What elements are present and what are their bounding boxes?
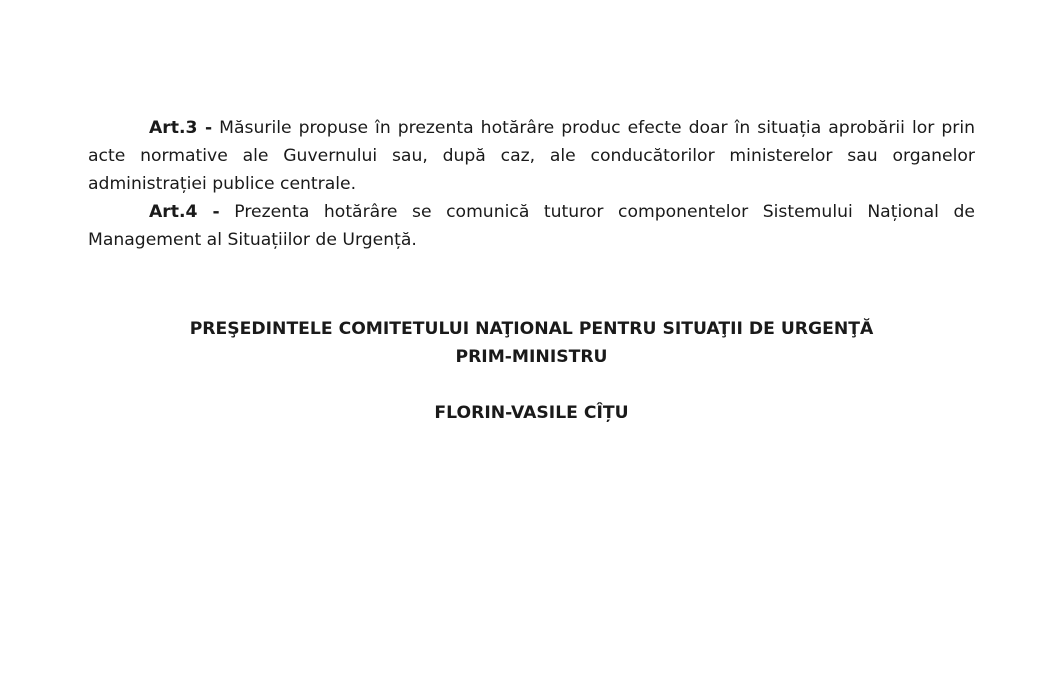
signatory-name: FLORIN-VASILE CÎȚU [434,403,629,423]
article-3 [88,114,975,198]
signature-title-block [88,315,975,371]
article-3-text: Măsurile propuse în prezenta hotărâre produc efecte doar în situația aprobării lor prin acte normative ale Guvernului sau, după caz, ale conducătorilor ministerelor sau organelor administrației publice centrale. [88,118,975,194]
articles-section [88,114,975,254]
article-3-label: Art.3 - [149,118,213,138]
article-4-text: Prezenta hotărâre se comunică tuturor componentelor Sistemului Național de Management al Situațiilor de Urgență. [88,202,975,250]
article-4-label: Art.4 - [149,202,220,222]
signature-title-line-1: PREŞEDINTELE COMITETULUI NAŢIONAL PENTRU SITUAŢII DE URGENŢĂ [189,319,874,339]
article-4 [88,198,975,254]
signature-title-line-2: PRIM-MINISTRU [455,347,608,367]
